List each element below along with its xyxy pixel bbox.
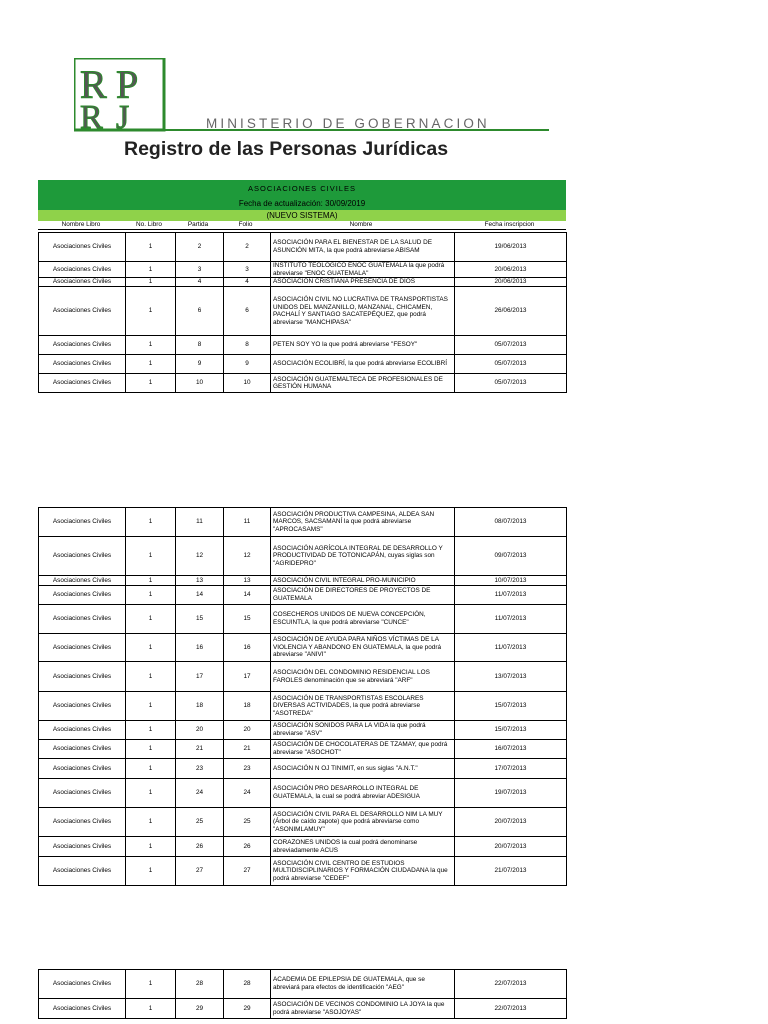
partida-cell: 21 — [176, 740, 224, 759]
section-title: ASOCIACIONES CIVILES — [38, 180, 566, 197]
fecha-cell: 17/07/2013 — [455, 759, 567, 779]
no-libro-cell: 1 — [126, 970, 176, 999]
libro-cell: Asociaciones Civiles — [39, 374, 126, 393]
folio-cell: 18 — [224, 692, 271, 721]
folio-cell: 9 — [224, 355, 271, 374]
libro-cell: Asociaciones Civiles — [39, 287, 126, 336]
col-no-libro: No. Libro — [136, 221, 162, 228]
folio-cell: 28 — [224, 970, 271, 999]
fecha-cell: 09/07/2013 — [455, 537, 567, 576]
fecha-cell: 15/07/2013 — [455, 721, 567, 740]
libro-cell: Asociaciones Civiles — [39, 537, 126, 576]
nombre-cell: ASOCIACIÓN DE DIRECTORES DE PROYECTOS DE GUATEMALA — [271, 586, 455, 605]
table-row — [39, 779, 567, 808]
folio-cell: 21 — [224, 740, 271, 759]
nombre-cell: ASOCIACIÓN N OJ TINIMIT, en sus siglas "A.N.T." — [271, 759, 455, 779]
logo-letter-r1: R — [80, 62, 107, 107]
libro-cell: Asociaciones Civiles — [39, 721, 126, 740]
records-table-3 — [38, 969, 567, 1019]
registry-title: Registro de las Personas Jurídicas — [124, 138, 449, 160]
no-libro-cell: 1 — [126, 287, 176, 336]
fecha-cell: 16/07/2013 — [455, 740, 567, 759]
folio-cell: 24 — [224, 779, 271, 808]
table-row — [39, 336, 567, 355]
folio-cell: 8 — [224, 336, 271, 355]
fecha-cell: 20/07/2013 — [455, 808, 567, 837]
fecha-cell: 26/06/2013 — [455, 287, 567, 336]
partida-cell: 13 — [176, 576, 224, 586]
libro-cell: Asociaciones Civiles — [39, 336, 126, 355]
no-libro-cell: 1 — [126, 808, 176, 837]
nombre-cell: ASOCIACIÓN GUATEMALTECA DE PROFESIONALES DE GESTIÓN HUMANA — [271, 374, 455, 393]
column-headers — [38, 221, 566, 230]
partida-cell: 17 — [176, 662, 224, 692]
records-table-1 — [38, 232, 567, 393]
folio-cell: 13 — [224, 576, 271, 586]
table-row — [39, 262, 567, 278]
fecha-cell: 20/06/2013 — [455, 262, 567, 278]
col-nombre-libro: Nombre Libro — [61, 221, 101, 228]
partida-cell: 27 — [176, 857, 224, 886]
nombre-cell: ASOCIACIÓN DE TRANSPORTISTAS ESCOLARES DIVERSAS ACTIVIDADES, la que podrá abreviarse "ASOTREDA" — [271, 692, 455, 721]
fecha-cell: 11/07/2013 — [455, 634, 567, 662]
nombre-cell: ASOCIACIÓN SONIDOS PARA LA VIDA la que podrá abreviarse "ASV" — [271, 721, 455, 740]
nombre-cell: ASOCIACIÓN PRODUCTIVA CAMPESINA, ALDEA SAN MARCOS, SACSAMANÍ la que podrá abreviarse "APROCASAMS" — [271, 508, 455, 537]
nombre-cell: ASOCIACIÓN DE CHOCOLATERAS DE TZAMAY, que podrá abreviarse "ASOCHOT" — [271, 740, 455, 759]
folio-cell: 26 — [224, 837, 271, 857]
no-libro-cell: 1 — [126, 336, 176, 355]
folio-cell: 3 — [224, 262, 271, 278]
col-fecha: Fecha inscripcion — [484, 221, 535, 228]
table-row — [39, 692, 567, 721]
no-libro-cell: 1 — [126, 374, 176, 393]
fecha-cell: 15/07/2013 — [455, 692, 567, 721]
table-row — [39, 759, 567, 779]
partida-cell: 28 — [176, 970, 224, 999]
nombre-cell: ASOCIACIÓN ECOLIBRÍ, la que podrá abreviarse ECOLIBRÍ — [271, 355, 455, 374]
fecha-cell: 19/07/2013 — [455, 779, 567, 808]
table-row — [39, 634, 567, 662]
nombre-cell: ASOCIACIÓN CIVIL NO LUCRATIVA DE TRANSPORTISTAS UNIDOS DEL MANZANILLO, MANZANAL, CHICAMEN, PACHALÍ Y SANTIAGO SACATEPÉQUEZ, que podrá abreviarse "MANCHIPASA" — [271, 287, 455, 336]
table-row — [39, 586, 567, 605]
partida-cell: 26 — [176, 837, 224, 857]
table-row — [39, 721, 567, 740]
fecha-cell: 20/07/2013 — [455, 837, 567, 857]
folio-cell: 15 — [224, 605, 271, 634]
libro-cell: Asociaciones Civiles — [39, 508, 126, 537]
table-row — [39, 355, 567, 374]
folio-cell: 29 — [224, 999, 271, 1019]
table-row — [39, 605, 567, 634]
folio-cell: 11 — [224, 508, 271, 537]
no-libro-cell: 1 — [126, 576, 176, 586]
table-row — [39, 808, 567, 837]
libro-cell: Asociaciones Civiles — [39, 278, 126, 287]
partida-cell: 29 — [176, 999, 224, 1019]
no-libro-cell: 1 — [126, 692, 176, 721]
libro-cell: Asociaciones Civiles — [39, 779, 126, 808]
libro-cell: Asociaciones Civiles — [39, 262, 126, 278]
no-libro-cell: 1 — [126, 634, 176, 662]
fecha-cell: 21/07/2013 — [455, 857, 567, 886]
table-row — [39, 662, 567, 692]
folio-cell: 10 — [224, 374, 271, 393]
libro-cell: Asociaciones Civiles — [39, 605, 126, 634]
logo-letter-p: P — [116, 62, 139, 107]
col-nombre: Nombre — [349, 221, 373, 228]
table-row — [39, 374, 567, 393]
nombre-cell: ASOCIACIÓN DEL CONDOMINIO RESIDENCIAL LOS FAROLES denominación que se abreviará "ARF" — [271, 662, 455, 692]
nombre-cell: ASOCIACIÓN PRO DESARROLLO INTEGRAL DE GUATEMALA, la cual se podrá abreviar ADESIGUA — [271, 779, 455, 808]
nombre-cell: ASOCIACIÓN DE AYUDA PARA NIÑOS VÍCTIMAS DE LA VIOLENCIA Y ABANDONO EN GUATEMALA, la que podrá abreviarse "ANIVI" — [271, 634, 455, 662]
nombre-cell: ASOCIACIÓN PARA EL BIENESTAR DE LA SALUD DE ASUNCIÓN MITA, la que podrá abreviarse ABISAM — [271, 233, 455, 262]
folio-cell: 2 — [224, 233, 271, 262]
fecha-cell: 20/06/2013 — [455, 278, 567, 287]
folio-cell: 20 — [224, 721, 271, 740]
partida-cell: 2 — [176, 233, 224, 262]
table-row — [39, 278, 567, 287]
table-header — [38, 180, 566, 230]
no-libro-cell: 1 — [126, 999, 176, 1019]
logo-letter-j: J — [116, 99, 130, 136]
libro-cell: Asociaciones Civiles — [39, 662, 126, 692]
partida-cell: 3 — [176, 262, 224, 278]
no-libro-cell: 1 — [126, 759, 176, 779]
no-libro-cell: 1 — [126, 233, 176, 262]
folio-cell: 27 — [224, 857, 271, 886]
libro-cell: Asociaciones Civiles — [39, 857, 126, 886]
table-row — [39, 508, 567, 537]
partida-cell: 16 — [176, 634, 224, 662]
folio-cell: 25 — [224, 808, 271, 837]
no-libro-cell: 1 — [126, 740, 176, 759]
records-table-2 — [38, 507, 567, 886]
libro-cell: Asociaciones Civiles — [39, 999, 126, 1019]
partida-cell: 4 — [176, 278, 224, 287]
no-libro-cell: 1 — [126, 605, 176, 634]
libro-cell: Asociaciones Civiles — [39, 808, 126, 837]
no-libro-cell: 1 — [126, 278, 176, 287]
libro-cell: Asociaciones Civiles — [39, 634, 126, 662]
fecha-cell: 05/07/2013 — [455, 355, 567, 374]
no-libro-cell: 1 — [126, 662, 176, 692]
nombre-cell: ASOCIACIÓN AGRÍCOLA INTEGRAL DE DESARROLLO Y PRODUCTIVIDAD DE TOTONICAPÁN, cuyas siglas son "AGRIDEPRO" — [271, 537, 455, 576]
no-libro-cell: 1 — [126, 721, 176, 740]
no-libro-cell: 1 — [126, 262, 176, 278]
table-row — [39, 576, 567, 586]
fecha-cell: 11/07/2013 — [455, 586, 567, 605]
no-libro-cell: 1 — [126, 779, 176, 808]
table-row — [39, 233, 567, 262]
fecha-cell: 05/07/2013 — [455, 374, 567, 393]
fecha-cell: 22/07/2013 — [455, 999, 567, 1019]
no-libro-cell: 1 — [126, 508, 176, 537]
fecha-cell: 19/06/2013 — [455, 233, 567, 262]
partida-cell: 12 — [176, 537, 224, 576]
fecha-cell: 08/07/2013 — [455, 508, 567, 537]
update-date: Fecha de actualización: 30/09/2019 — [38, 197, 566, 210]
system-label: (NUEVO SISTEMA) — [38, 210, 566, 221]
partida-cell: 11 — [176, 508, 224, 537]
nombre-cell: ASOCIACIÓN CIVIL CENTRO DE ESTUDIOS MULTIDISCIPLINARIOS Y FORMACIÓN CIUDADANA la que podrá abreviarse "CEDEF" — [271, 857, 455, 886]
nombre-cell: ASOCIACIÓN DE VECINOS CONDOMINIO LA JOYA la que podrá abreviarse "ASOJOYAS" — [271, 999, 455, 1019]
table-row — [39, 287, 567, 336]
no-libro-cell: 1 — [126, 355, 176, 374]
folio-cell: 17 — [224, 662, 271, 692]
fecha-cell: 13/07/2013 — [455, 662, 567, 692]
partida-cell: 18 — [176, 692, 224, 721]
nombre-cell: INSTITUTO TEOLOGICO ENOC GUATEMALA la que podrá abreviarse "ENOC GUATEMALA" — [271, 262, 455, 278]
fecha-cell: 11/07/2013 — [455, 605, 567, 634]
partida-cell: 15 — [176, 605, 224, 634]
partida-cell: 14 — [176, 586, 224, 605]
nombre-cell: ASOCIACIÓN CIVIL PARA EL DESARROLLO NIM LA MUY (Árbol de caído zapote) que podrá abreviarse como "ASONIMLAMUY" — [271, 808, 455, 837]
libro-cell: Asociaciones Civiles — [39, 740, 126, 759]
fecha-cell: 22/07/2013 — [455, 970, 567, 999]
logo-letter-r2: R — [80, 99, 103, 136]
folio-cell: 23 — [224, 759, 271, 779]
nombre-cell: PETEN SOY YO la que podrá abreviarse "FESOY" — [271, 336, 455, 355]
libro-cell: Asociaciones Civiles — [39, 692, 126, 721]
rpj-logo — [74, 58, 549, 168]
partida-cell: 20 — [176, 721, 224, 740]
table-row — [39, 970, 567, 999]
folio-cell: 16 — [224, 634, 271, 662]
libro-cell: Asociaciones Civiles — [39, 576, 126, 586]
nombre-cell: ACADEMIA DE EPILEPSIA DE GUATEMALA, que se abreviará para efectos de identificación "AEG" — [271, 970, 455, 999]
no-libro-cell: 1 — [126, 837, 176, 857]
folio-cell: 12 — [224, 537, 271, 576]
no-libro-cell: 1 — [126, 857, 176, 886]
table-row — [39, 837, 567, 857]
nombre-cell: COSECHEROS UNIDOS DE NUEVA CONCEPCIÓN, ESCUINTLA, la que podrá abreviarse "CUNCE" — [271, 605, 455, 634]
nombre-cell: ASOCIACIÓN CIVIL INTEGRAL PRO-MUNICIPIO — [271, 576, 455, 586]
fecha-cell: 10/07/2013 — [455, 576, 567, 586]
partida-cell: 24 — [176, 779, 224, 808]
col-folio: Folio — [238, 221, 253, 228]
nombre-cell: ASOCIACIÓN CRISTIANA PRESENCIA DE DIOS — [271, 278, 455, 287]
libro-cell: Asociaciones Civiles — [39, 759, 126, 779]
libro-cell: Asociaciones Civiles — [39, 970, 126, 999]
partida-cell: 23 — [176, 759, 224, 779]
no-libro-cell: 1 — [126, 537, 176, 576]
nombre-cell: CORAZONES UNIDOS la cual podrá denominarse abreviadamente ACUS — [271, 837, 455, 857]
partida-cell: 9 — [176, 355, 224, 374]
libro-cell: Asociaciones Civiles — [39, 355, 126, 374]
col-partida: Partida — [187, 221, 209, 228]
ministry-text: MINISTERIO DE GOBERNACION — [206, 116, 490, 131]
libro-cell: Asociaciones Civiles — [39, 233, 126, 262]
partida-cell: 8 — [176, 336, 224, 355]
partida-cell: 6 — [176, 287, 224, 336]
partida-cell: 10 — [176, 374, 224, 393]
partida-cell: 25 — [176, 808, 224, 837]
folio-cell: 6 — [224, 287, 271, 336]
fecha-cell: 05/07/2013 — [455, 336, 567, 355]
libro-cell: Asociaciones Civiles — [39, 837, 126, 857]
table-row — [39, 999, 567, 1019]
libro-cell: Asociaciones Civiles — [39, 586, 126, 605]
no-libro-cell: 1 — [126, 586, 176, 605]
table-row — [39, 537, 567, 576]
folio-cell: 14 — [224, 586, 271, 605]
folio-cell: 4 — [224, 278, 271, 287]
table-row — [39, 740, 567, 759]
table-row — [39, 857, 567, 886]
